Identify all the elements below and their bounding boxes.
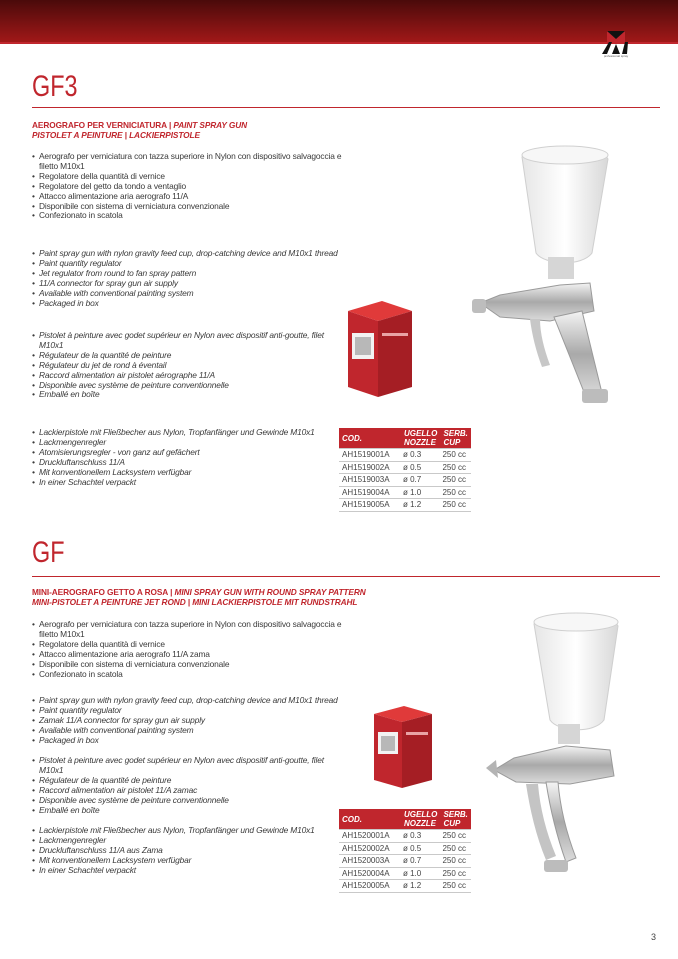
page-number: 3 bbox=[651, 932, 657, 942]
list-item: • Paint quantity regulator bbox=[32, 259, 342, 269]
list-item: • Packaged in box bbox=[32, 736, 342, 746]
cell-nozzle: ø 0.5 bbox=[401, 842, 440, 855]
header-bar bbox=[0, 0, 678, 42]
list-item: • Disponibile con sistema di verniciatura convenzionale bbox=[32, 202, 342, 212]
header-label: UGELLO bbox=[404, 429, 438, 438]
list-item: • Regolatore della quantità di vernice bbox=[32, 172, 342, 182]
cell-cup: 250 cc bbox=[440, 867, 471, 880]
table-row bbox=[339, 449, 471, 462]
cell-code: AH1519002A bbox=[339, 461, 401, 474]
list-item: • Emballé en boîte bbox=[32, 806, 342, 816]
header-label: UGELLO bbox=[404, 810, 438, 819]
column-header-cup bbox=[440, 428, 471, 449]
table-row bbox=[339, 867, 471, 880]
subtitle-italian: MINI-AEROGRAFO GETTO A ROSA | bbox=[32, 587, 175, 597]
header-label: SERB. bbox=[443, 429, 468, 438]
list-item: • Raccord alimentation air pistolet aérographe 11/A bbox=[32, 371, 342, 381]
subtitle-fr-de: MINI-PISTOLET A PEINTURE JET ROND | MINI LACKIERPISTOLE MIT RUNDSTRAHL bbox=[32, 597, 358, 607]
product-title: GF3 bbox=[32, 70, 78, 103]
cell-cup: 250 cc bbox=[440, 486, 471, 499]
subtitle-english: MINI SPRAY GUN WITH ROUND SPRAY PATTERN bbox=[174, 587, 366, 597]
cell-code: AH1519005A bbox=[339, 499, 401, 512]
brand-logo-subtext: professional spray bbox=[603, 54, 629, 58]
list-item: • Régulateur de la quantité de peinture bbox=[32, 351, 342, 361]
cell-code: AH1520003A bbox=[339, 855, 401, 868]
list-item: • Druckluftanschluss 11/A bbox=[32, 458, 342, 468]
table-row bbox=[339, 855, 471, 868]
subtitle-italian: AEROGRAFO PER VERNICIATURA | bbox=[32, 120, 174, 130]
list-item: • Lackmengenregler bbox=[32, 836, 342, 846]
list-item: • Paint spray gun with nylon gravity feed cup, drop-catching device and M10x1 thread bbox=[32, 696, 342, 706]
table-row bbox=[339, 830, 471, 843]
list-item: • Atomisierungsregler - von ganz auf gefächert bbox=[32, 448, 342, 458]
product-subtitle bbox=[32, 120, 362, 140]
product-title: GF bbox=[32, 536, 65, 569]
cell-cup: 250 cc bbox=[440, 880, 471, 893]
list-item: • Packaged in box bbox=[32, 299, 342, 309]
subtitle-fr-de: PISTOLET A PEINTURE | LACKIERPISTOLE bbox=[32, 130, 200, 140]
table-header bbox=[339, 809, 471, 830]
section-divider bbox=[32, 107, 660, 108]
feature-list-english bbox=[32, 696, 342, 746]
feature-list-french bbox=[32, 331, 342, 400]
list-item: • Attacco alimentazione aria aerografo 11/A bbox=[32, 192, 342, 202]
feature-list-italian bbox=[32, 152, 342, 221]
cell-cup: 250 cc bbox=[440, 461, 471, 474]
header-label: CUP bbox=[443, 438, 461, 447]
list-item: • Régulateur du jet de rond à éventail bbox=[32, 361, 342, 371]
cell-code: AH1520001A bbox=[339, 830, 401, 843]
cell-code: AH1520005A bbox=[339, 880, 401, 893]
list-item: • Mit konventionellem Lacksystem verfügbar bbox=[32, 468, 342, 478]
subtitle-english: PAINT SPRAY GUN bbox=[173, 120, 248, 130]
table-row bbox=[339, 880, 471, 893]
cell-cup: 250 cc bbox=[440, 842, 471, 855]
header-label: NOZZLE bbox=[404, 819, 436, 828]
cell-code: AH1520002A bbox=[339, 842, 401, 855]
column-header-cup bbox=[440, 809, 471, 830]
list-item: • Mit konventionellem Lacksystem verfügbar bbox=[32, 856, 342, 866]
list-item: • Pistolet à peinture avec godet supérieur en Nylon avec dispositif anti-goutte, filet M10x1 bbox=[32, 756, 342, 776]
brand-logo bbox=[600, 30, 632, 64]
cell-cup: 250 cc bbox=[440, 449, 471, 462]
list-item: • Disponibile con sistema di verniciatura convenzionale bbox=[32, 660, 342, 670]
list-item: • Raccord alimentation air pistolet 11/A zamac bbox=[32, 786, 342, 796]
cell-nozzle: ø 1.0 bbox=[401, 486, 440, 499]
list-item: • Disponible avec système de peinture conventionnelle bbox=[32, 796, 342, 806]
cell-cup: 250 cc bbox=[440, 855, 471, 868]
list-item: • Druckluftanschluss 11/A aus Zama bbox=[32, 846, 342, 856]
list-item: • Zamak 11/A connector for spray gun air supply bbox=[32, 716, 342, 726]
header-label: SERB. bbox=[443, 810, 468, 819]
list-item: • Available with conventional painting system bbox=[32, 289, 342, 299]
feature-list-french bbox=[32, 756, 342, 815]
list-item: • In einer Schachtel verpackt bbox=[32, 478, 342, 488]
list-item: • Paint quantity regulator bbox=[32, 706, 342, 716]
cell-cup: 250 cc bbox=[440, 830, 471, 843]
list-item: • Lackierpistole mit Fließbecher aus Nylon, Tropfanfänger und Gewinde M10x1 bbox=[32, 428, 342, 438]
column-header-cod: COD. bbox=[339, 428, 401, 449]
list-item: • Emballé en boîte bbox=[32, 390, 342, 400]
cell-nozzle: ø 0.3 bbox=[401, 830, 440, 843]
table-row bbox=[339, 474, 471, 487]
cell-code: AH1519001A bbox=[339, 449, 401, 462]
table-header bbox=[339, 428, 471, 449]
product-box-image bbox=[370, 702, 434, 790]
list-item: • Regolatore della quantità di vernice bbox=[32, 640, 342, 650]
cell-nozzle: ø 1.2 bbox=[401, 499, 440, 512]
product-box-image bbox=[342, 297, 414, 399]
list-item: • Régulateur de la quantité de peinture bbox=[32, 776, 342, 786]
cell-nozzle: ø 0.7 bbox=[401, 855, 440, 868]
product-subtitle bbox=[32, 587, 372, 607]
list-item: • Aerografo per verniciatura con tazza superiore in Nylon con dispositivo salvagoccia e filetto M10x1 bbox=[32, 152, 342, 172]
list-item: • Jet regulator from round to fan spray pattern bbox=[32, 269, 342, 279]
list-item: • Available with conventional painting system bbox=[32, 726, 342, 736]
header-label: CUP bbox=[443, 819, 461, 828]
column-header-nozzle bbox=[401, 809, 440, 830]
cell-cup: 250 cc bbox=[440, 499, 471, 512]
table-row bbox=[339, 461, 471, 474]
list-item: • Lackierpistole mit Fließbecher aus Nylon, Tropfanfänger und Gewinde M10x1 bbox=[32, 826, 342, 836]
feature-list-english bbox=[32, 249, 342, 308]
column-header-nozzle bbox=[401, 428, 440, 449]
table-row bbox=[339, 842, 471, 855]
feature-list-italian bbox=[32, 620, 342, 679]
header-label: NOZZLE bbox=[404, 438, 436, 447]
list-item: • Paint spray gun with nylon gravity feed cup, drop-catching device and M10x1 thread bbox=[32, 249, 342, 259]
list-item: • 11/A connector for spray gun air supply bbox=[32, 279, 342, 289]
cell-cup: 250 cc bbox=[440, 474, 471, 487]
cell-code: AH1520004A bbox=[339, 867, 401, 880]
product-code-table bbox=[339, 428, 471, 512]
cell-nozzle: ø 0.5 bbox=[401, 461, 440, 474]
list-item: • Regolatore del getto da tondo a ventaglio bbox=[32, 182, 342, 192]
column-header-cod: COD. bbox=[339, 809, 401, 830]
cell-code: AH1519004A bbox=[339, 486, 401, 499]
spray-gun-image bbox=[470, 135, 630, 410]
list-item: • Confezionato in scatola bbox=[32, 211, 342, 221]
list-item: • Disponible avec système de peinture conventionnelle bbox=[32, 381, 342, 391]
list-item: • Attacco alimentazione aria aerografo 11/A zama bbox=[32, 650, 342, 660]
table-row bbox=[339, 486, 471, 499]
list-item: • Lackmengenregler bbox=[32, 438, 342, 448]
list-item: • Pistolet à peinture avec godet supérieur en Nylon avec dispositif anti-goutte, filet M10x1 bbox=[32, 331, 342, 351]
list-item: • In einer Schachtel verpackt bbox=[32, 866, 342, 876]
list-item: • Aerografo per verniciatura con tazza superiore in Nylon con dispositivo salvagoccia e filetto M10x1 bbox=[32, 620, 342, 640]
list-item: • Confezionato in scatola bbox=[32, 670, 342, 680]
feature-list-german bbox=[32, 428, 342, 487]
table-row bbox=[339, 499, 471, 512]
cell-nozzle: ø 1.2 bbox=[401, 880, 440, 893]
brand-logo-icon bbox=[600, 30, 632, 56]
feature-list-german bbox=[32, 826, 342, 876]
cell-nozzle: ø 0.3 bbox=[401, 449, 440, 462]
product-code-table bbox=[339, 809, 471, 893]
cell-nozzle: ø 0.7 bbox=[401, 474, 440, 487]
cell-code: AH1519003A bbox=[339, 474, 401, 487]
spray-gun-image bbox=[486, 600, 636, 900]
section-divider bbox=[32, 576, 660, 577]
header-accent-line bbox=[0, 42, 678, 44]
cell-nozzle: ø 1.0 bbox=[401, 867, 440, 880]
